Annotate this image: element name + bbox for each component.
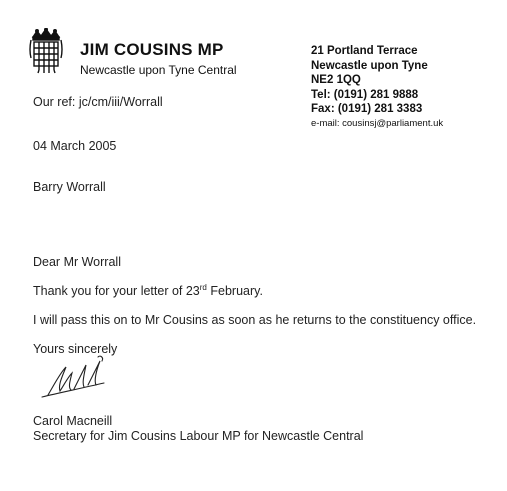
paragraph-1-text: Thank you for your letter of 23 (33, 284, 200, 298)
address-email: e-mail: cousinsj@parliament.uk (311, 117, 444, 129)
address-tel: Tel: (0191) 281 9888 (311, 88, 419, 101)
paragraph-1-end: February. (206, 284, 263, 298)
address-city: Newcastle upon Tyne (311, 59, 428, 72)
address-fax: Fax: (0191) 281 3383 (311, 103, 423, 115)
mp-name: JIM COUSINS MP (80, 40, 224, 59)
paragraph-1 (33, 284, 263, 298)
letter-date: 04 March 2005 (33, 139, 117, 153)
paragraph-2: I will pass this on to Mr Cousins as soon as he returns to the constituency office. (33, 313, 477, 327)
portcullis-icon (27, 28, 65, 74)
signature (38, 355, 108, 400)
recipient: Barry Worrall (33, 180, 106, 194)
ordinal-suffix: rd (199, 282, 207, 292)
address-postcode: NE2 1QQ (311, 74, 361, 86)
signer-name: Carol Macneill (33, 414, 113, 428)
reference: Our ref: jc/cm/iii/Worrall (33, 95, 163, 109)
office-address (311, 44, 443, 131)
signer-title: Secretary for Jim Cousins Labour MP for Newcastle Central (33, 429, 364, 443)
salutation: Dear Mr Worrall (33, 255, 121, 269)
address-street: 21 Portland Terrace (311, 45, 418, 57)
closing: Yours sincerely (33, 342, 118, 356)
constituency: Newcastle upon Tyne Central (80, 63, 237, 77)
